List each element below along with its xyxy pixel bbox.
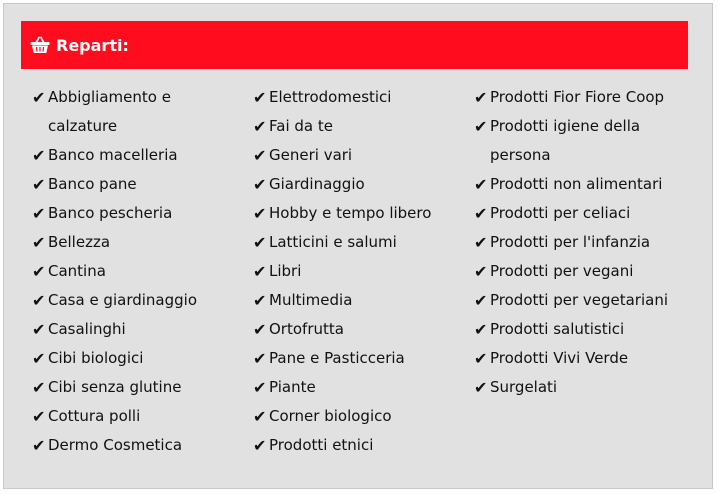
reparti-column-2 (253, 83, 453, 460)
reparto-list-item[interactable] (32, 402, 222, 431)
checkmark-icon: ✔ (253, 349, 267, 368)
reparto-label: Latticini e salumi (269, 233, 397, 251)
reparto-list-item[interactable] (32, 257, 222, 286)
reparto-list-item[interactable] (32, 228, 222, 257)
checkmark-icon: ✔ (32, 320, 46, 339)
checkmark-icon: ✔ (474, 291, 488, 310)
reparto-label: Prodotti salutistici (490, 320, 625, 338)
reparto-list-item[interactable] (474, 228, 674, 257)
reparto-label: Casalinghi (48, 320, 126, 338)
checkmark-icon: ✔ (253, 407, 267, 426)
reparti-header (21, 21, 688, 69)
checkmark-icon: ✔ (32, 262, 46, 281)
reparto-list-item[interactable] (474, 344, 674, 373)
reparto-list-item[interactable] (253, 344, 453, 373)
checkmark-icon: ✔ (253, 117, 267, 136)
reparto-list-item[interactable] (32, 315, 222, 344)
checkmark-icon: ✔ (253, 262, 267, 281)
checkmark-icon: ✔ (32, 88, 46, 107)
checkmark-icon: ✔ (32, 291, 46, 310)
checkmark-icon: ✔ (32, 233, 46, 252)
reparto-list-item[interactable] (253, 141, 453, 170)
reparto-list-item[interactable] (32, 431, 222, 460)
checkmark-icon: ✔ (253, 436, 267, 455)
reparto-list-item[interactable] (474, 112, 674, 170)
reparto-label: Elettrodomestici (269, 88, 392, 106)
reparto-label: Generi vari (269, 146, 353, 164)
checkmark-icon: ✔ (32, 146, 46, 165)
reparto-label: Prodotti non alimentari (490, 175, 663, 193)
reparto-list-item[interactable] (253, 112, 453, 141)
reparto-label: Prodotti Fior Fiore Coop (490, 88, 665, 106)
reparto-label: Cibi biologici (48, 349, 144, 367)
reparto-label: Hobby e tempo libero (269, 204, 432, 222)
reparto-label: Prodotti igiene della persona (490, 117, 641, 164)
reparti-title: Reparti: (56, 35, 129, 55)
checkmark-icon: ✔ (253, 291, 267, 310)
reparto-label: Banco pescheria (48, 204, 173, 222)
checkmark-icon: ✔ (253, 88, 267, 107)
reparto-label: Corner biologico (269, 407, 392, 425)
reparto-list-item[interactable] (253, 286, 453, 315)
checkmark-icon: ✔ (32, 349, 46, 368)
checkmark-icon: ✔ (253, 378, 267, 397)
reparto-label: Banco pane (48, 175, 137, 193)
checkmark-icon: ✔ (474, 378, 488, 397)
reparto-list-item[interactable] (253, 402, 453, 431)
reparto-label: Cantina (48, 262, 106, 280)
checkmark-icon: ✔ (32, 407, 46, 426)
reparto-label: Ortofrutta (269, 320, 344, 338)
reparto-label: Cottura polli (48, 407, 141, 425)
checkmark-icon: ✔ (474, 117, 488, 136)
reparto-label: Libri (269, 262, 302, 280)
reparti-column-1 (32, 83, 222, 460)
reparto-label: Surgelati (490, 378, 558, 396)
reparto-list-item[interactable] (474, 83, 674, 112)
reparto-list-item[interactable] (474, 286, 674, 315)
reparto-label: Casa e giardinaggio (48, 291, 197, 309)
reparto-label: Multimedia (269, 291, 353, 309)
checkmark-icon: ✔ (474, 88, 488, 107)
checkmark-icon: ✔ (32, 436, 46, 455)
reparto-list-item[interactable] (253, 228, 453, 257)
checkmark-icon: ✔ (32, 204, 46, 223)
reparto-list-item[interactable] (32, 344, 222, 373)
checkmark-icon: ✔ (474, 320, 488, 339)
reparto-label: Bellezza (48, 233, 111, 251)
checkmark-icon: ✔ (253, 146, 267, 165)
checkmark-icon: ✔ (474, 233, 488, 252)
reparto-list-item[interactable] (32, 141, 222, 170)
reparto-label: Prodotti etnici (269, 436, 374, 454)
checkmark-icon: ✔ (474, 262, 488, 281)
reparto-list-item[interactable] (253, 431, 453, 460)
reparto-list-item[interactable] (32, 286, 222, 315)
reparto-label: Abbigliamento e calzature (48, 88, 171, 135)
reparto-list-item[interactable] (253, 373, 453, 402)
reparto-label: Prodotti Vivi Verde (490, 349, 629, 367)
reparto-list-item[interactable] (32, 199, 222, 228)
checkmark-icon: ✔ (32, 378, 46, 397)
reparto-list-item[interactable] (474, 257, 674, 286)
checkmark-icon: ✔ (474, 349, 488, 368)
reparto-label: Banco macelleria (48, 146, 178, 164)
reparto-label: Cibi senza glutine (48, 378, 182, 396)
reparto-list-item[interactable] (474, 199, 674, 228)
reparto-list-item[interactable] (32, 170, 222, 199)
reparto-list-item[interactable] (32, 373, 222, 402)
checkmark-icon: ✔ (253, 233, 267, 252)
checkmark-icon: ✔ (32, 175, 46, 194)
reparto-label: Prodotti per l'infanzia (490, 233, 651, 251)
checkmark-icon: ✔ (474, 204, 488, 223)
reparto-list-item[interactable] (474, 373, 674, 402)
reparto-list-item[interactable] (253, 170, 453, 199)
reparto-label: Prodotti per celiaci (490, 204, 631, 222)
reparto-label: Fai da te (269, 117, 333, 135)
reparto-label: Giardinaggio (269, 175, 365, 193)
reparto-list-item[interactable] (253, 257, 453, 286)
reparto-list-item[interactable] (253, 199, 453, 228)
basket-icon (30, 36, 50, 54)
reparto-list-item[interactable] (253, 83, 453, 112)
checkmark-icon: ✔ (253, 204, 267, 223)
reparto-label: Prodotti per vegetariani (490, 291, 669, 309)
checkmark-icon: ✔ (253, 320, 267, 339)
reparto-list-item[interactable] (253, 315, 453, 344)
reparto-list-item[interactable] (32, 83, 222, 141)
reparti-column-3 (474, 83, 674, 402)
reparto-label: Piante (269, 378, 316, 396)
checkmark-icon: ✔ (474, 175, 488, 194)
reparto-label: Dermo Cosmetica (48, 436, 183, 454)
checkmark-icon: ✔ (253, 175, 267, 194)
reparto-list-item[interactable] (474, 315, 674, 344)
reparto-list-item[interactable] (474, 170, 674, 199)
reparto-label: Pane e Pasticceria (269, 349, 405, 367)
reparto-label: Prodotti per vegani (490, 262, 634, 280)
